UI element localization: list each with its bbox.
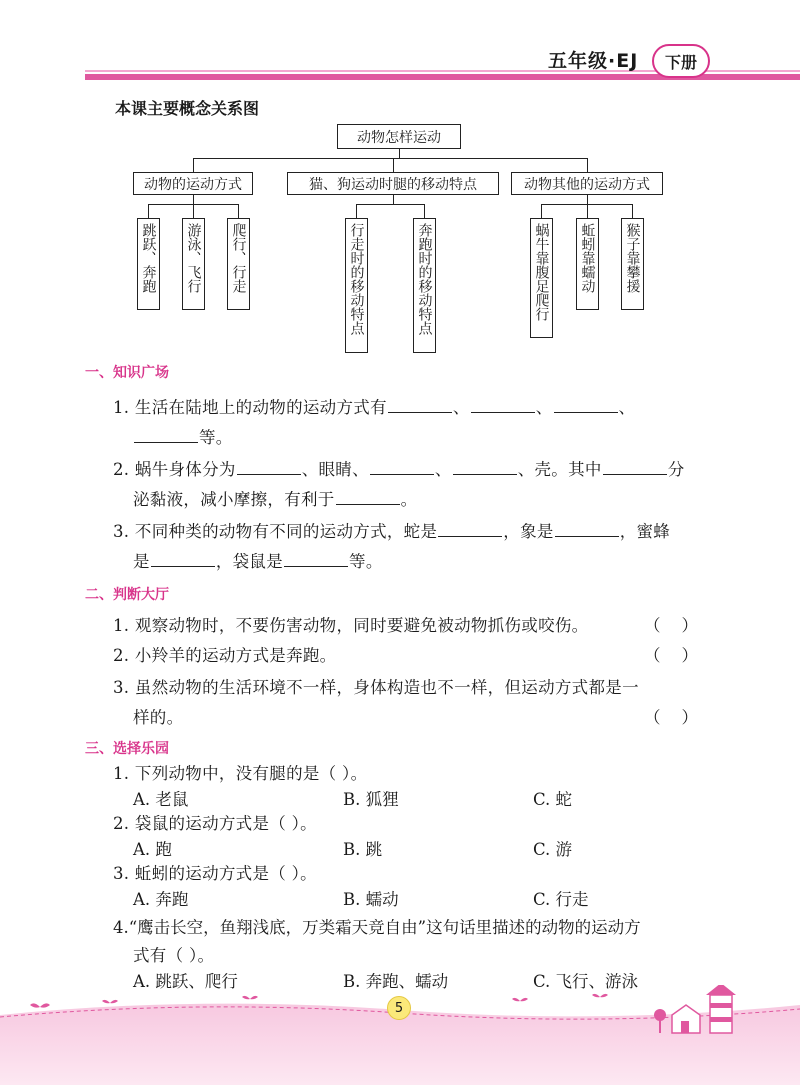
judge-answer-paren[interactable]: （ ） <box>644 708 698 727</box>
judge-item-2: 2. 小羚羊的运动方式是奔跑。 <box>113 646 337 665</box>
answer-blank[interactable] <box>151 553 215 567</box>
map-connector <box>424 204 425 218</box>
choice-option-b[interactable]: B. 狐狸 <box>343 790 399 809</box>
map-leaf-node: 爬行、行走 <box>227 218 250 310</box>
choice-question-3: 3. 蚯蚓的运动方式是（ ）。 <box>113 864 317 883</box>
map-connector <box>238 204 239 218</box>
answer-blank[interactable] <box>554 399 618 413</box>
answer-blank[interactable] <box>336 491 400 505</box>
map-branch-node: 动物的运动方式 <box>133 172 253 195</box>
fill-question-3-cont <box>133 548 383 572</box>
map-root-node: 动物怎样运动 <box>337 124 461 149</box>
map-connector <box>193 204 194 218</box>
section-title-judgement: 二、判断大厅 <box>85 587 169 603</box>
answer-blank[interactable] <box>555 523 619 537</box>
judge-item-3: 3. 虽然动物的生活环境不一样，身体构造也不一样，但运动方式都是一 <box>113 678 639 697</box>
judge-item-3-cont: 样的。 <box>133 708 184 727</box>
map-leaf-node: 游泳、飞行 <box>182 218 205 310</box>
map-leaf-node: 蚯蚓靠蠕动 <box>576 218 599 310</box>
map-connector <box>632 204 633 218</box>
question-text: 等。 <box>199 428 233 447</box>
answer-blank[interactable] <box>453 461 517 475</box>
choice-option-a[interactable]: A. 老鼠 <box>133 790 189 809</box>
question-text: 。 <box>400 490 418 509</box>
map-branch-node: 猫、狗运动时腿的移动特点 <box>287 172 499 195</box>
map-leaf-node: 蜗牛靠腹足爬行 <box>530 218 553 338</box>
map-branch-node: 动物其他的运动方式 <box>511 172 663 195</box>
fill-question-2-cont <box>133 486 417 510</box>
choice-option-b[interactable]: B. 奔跑、蠕动 <box>343 972 449 991</box>
map-leaf-node: 行走时的移动特点 <box>345 218 368 353</box>
question-text: 1. 生活在陆地上的动物的运动方式有 <box>113 398 387 417</box>
volume-badge: 下册 <box>652 44 710 78</box>
question-text: 、 <box>434 460 452 479</box>
answer-blank[interactable] <box>471 399 535 413</box>
map-connector <box>541 204 542 218</box>
map-connector <box>587 204 588 218</box>
question-text: 等。 <box>349 552 383 571</box>
question-text: 2. 蜗牛身体分为 <box>113 460 236 479</box>
map-leaf-node: 猴子靠攀援 <box>621 218 644 310</box>
choice-option-c[interactable]: C. 飞行、游泳 <box>533 972 639 991</box>
choice-question-4: 4.“鹰击长空，鱼翔浅底，万类霜天竞自由”这句话里描述的动物的运动方 <box>113 918 641 937</box>
question-text: 泌黏液，减小摩擦，有利于 <box>133 490 335 509</box>
question-text: 是 <box>133 552 150 571</box>
fill-question-3 <box>113 518 670 542</box>
answer-blank[interactable] <box>237 461 301 475</box>
map-connector <box>399 148 400 158</box>
concept-map-title: 本课主要概念关系图 <box>115 99 260 118</box>
question-text: ，象是 <box>503 522 554 541</box>
map-leaf-node: 奔跑时的移动特点 <box>413 218 436 353</box>
judge-answer-paren[interactable]: （ ） <box>644 616 698 635</box>
choice-option-a[interactable]: A. 奔跑 <box>133 890 189 909</box>
answer-blank[interactable] <box>388 399 452 413</box>
judge-item-1: 1. 观察动物时，不要伤害动物，同时要避免被动物抓伤或咬伤。 <box>113 616 589 635</box>
choice-option-a[interactable]: A. 跑 <box>133 840 172 859</box>
map-connector <box>193 158 194 172</box>
fill-question-1-cont <box>133 424 233 448</box>
choice-option-b[interactable]: B. 蠕动 <box>343 890 399 909</box>
map-connector <box>356 204 357 218</box>
question-text: ，袋鼠是 <box>215 552 284 571</box>
question-text: 、壳。其中 <box>517 460 602 479</box>
answer-blank[interactable] <box>134 429 198 443</box>
answer-blank[interactable] <box>603 461 667 475</box>
question-text: 、眼睛、 <box>301 460 369 479</box>
question-text: 分 <box>667 460 685 479</box>
question-text: 、 <box>618 398 636 417</box>
map-connector <box>193 194 194 204</box>
answer-blank[interactable] <box>370 461 434 475</box>
choice-question-1: 1. 下列动物中，没有腿的是（ ）。 <box>113 764 368 783</box>
map-connector <box>356 204 425 205</box>
choice-option-b[interactable]: B. 跳 <box>343 840 383 859</box>
judge-answer-paren[interactable]: （ ） <box>644 646 698 665</box>
choice-option-c[interactable]: C. 游 <box>533 840 573 859</box>
fill-question-2 <box>113 456 685 480</box>
choice-option-c[interactable]: C. 行走 <box>533 890 589 909</box>
choice-option-a[interactable]: A. 跳跃、爬行 <box>133 972 238 991</box>
map-connector <box>587 194 588 204</box>
question-text: ，蜜蜂 <box>619 522 671 541</box>
choice-question-4-cont: 式有（ ）。 <box>133 946 215 965</box>
answer-blank[interactable] <box>438 523 502 537</box>
question-text: 、 <box>535 398 553 417</box>
answer-blank[interactable] <box>284 553 348 567</box>
map-connector <box>193 158 588 159</box>
map-connector <box>148 204 149 218</box>
fill-question-1 <box>113 394 635 418</box>
map-connector <box>393 194 394 204</box>
question-text: 、 <box>452 398 470 417</box>
map-connector <box>587 158 588 172</box>
grade-label: 五年级·EJ <box>548 50 639 72</box>
section-title-knowledge: 一、知识广场 <box>85 365 169 381</box>
choice-question-2: 2. 袋鼠的运动方式是（ ）。 <box>113 814 317 833</box>
page-number: 5 <box>387 996 411 1020</box>
section-title-choice: 三、选择乐园 <box>85 741 169 757</box>
map-connector <box>393 158 394 172</box>
map-leaf-node: 跳跃、奔跑 <box>137 218 160 310</box>
question-text: 3. 不同种类的动物有不同的运动方式，蛇是 <box>113 522 438 541</box>
choice-option-c[interactable]: C. 蛇 <box>533 790 573 809</box>
